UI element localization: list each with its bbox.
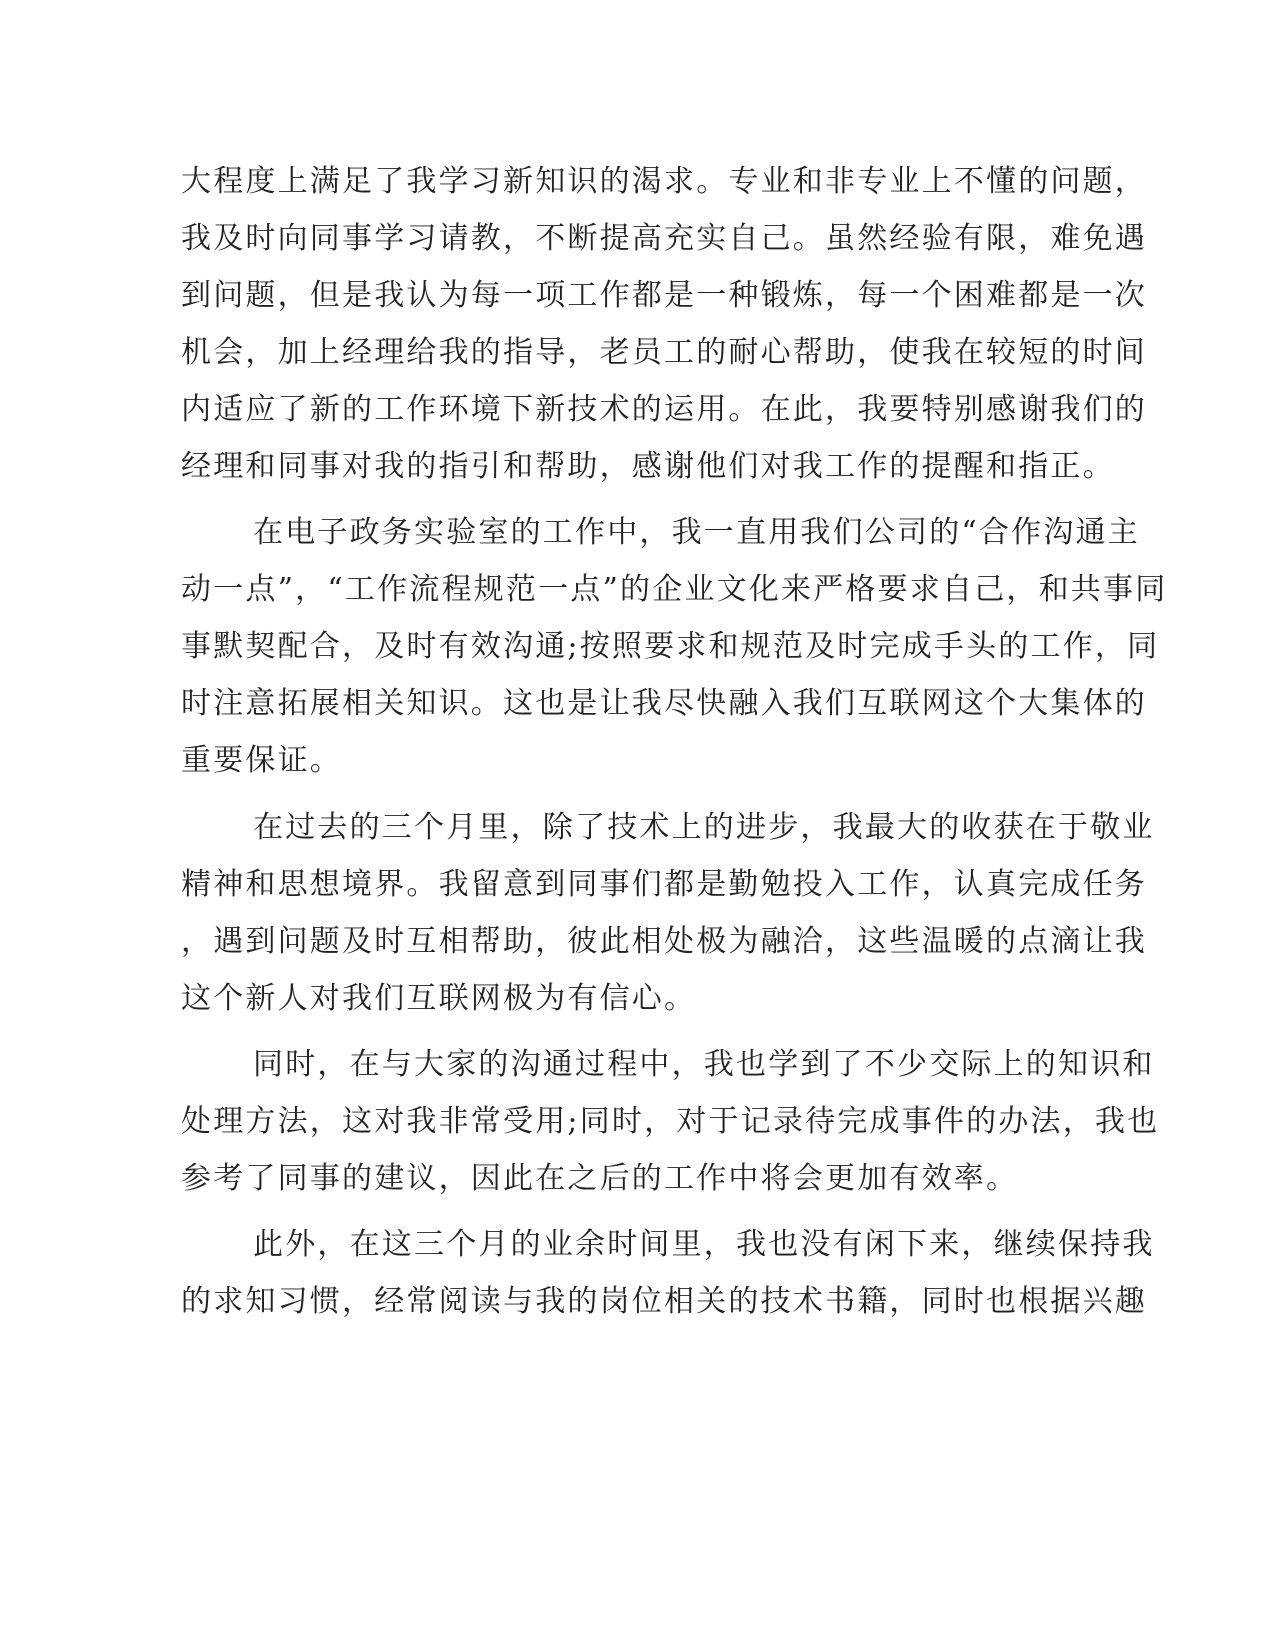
text-line: 的求知习惯，经常阅读与我的岗位相关的技术书籍，同时也根据兴趣 bbox=[181, 1284, 1147, 1319]
text-line: 内适应了新的工作环境下新技术的运用。在此，我要特别感谢我们的 bbox=[181, 392, 1147, 427]
text-line: 我及时向同事学习请教，不断提高充实自己。虽然经验有限，难免遇 bbox=[181, 221, 1147, 256]
text-line: 参考了同事的建议，因此在之后的工作中将会更加有效率。 bbox=[181, 1161, 1019, 1196]
text-line: 经理和同事对我的指引和帮助，感谢他们对我工作的提醒和指正。 bbox=[181, 449, 1115, 484]
paragraph-first-line: 此外，在这三个月的业余时间里，我也没有闲下来，继续保持我 bbox=[253, 1227, 1155, 1262]
text-line: ，遇到问题及时互相帮助，彼此相处极为融洽，这些温暖的点滴让我 bbox=[181, 924, 1147, 959]
text-line: 精神和思想境界。我留意到同事们都是勤勉投入工作，认真完成任务 bbox=[181, 867, 1147, 902]
text-line: 机会，加上经理给我的指导，老员工的耐心帮助，使我在较短的时间 bbox=[181, 335, 1147, 370]
text-line: 处理方法，这对我非常受用;同时，对于记录待完成事件的办法，我也 bbox=[181, 1104, 1160, 1139]
text-line: 到问题，但是我认为每一项工作都是一种锻炼，每一个困难都是一次 bbox=[181, 278, 1147, 313]
paragraph-first-line: 在电子政务实验室的工作中，我一直用我们公司的“合作沟通主 bbox=[253, 515, 1140, 550]
text-line: 这个新人对我们互联网极为有信心。 bbox=[181, 981, 697, 1016]
text-line: 动一点”，“工作流程规范一点”的企业文化来严格要求自己，和共事同 bbox=[181, 572, 1168, 607]
text-line: 事默契配合，及时有效沟通;按照要求和规范及时完成手头的工作，同 bbox=[181, 629, 1160, 664]
text-line: 重要保证。 bbox=[181, 743, 342, 778]
text-line: 时注意拓展相关知识。这也是让我尽快融入我们互联网这个大集体的 bbox=[181, 686, 1147, 721]
paragraph-first-line: 同时，在与大家的沟通过程中，我也学到了不少交际上的知识和 bbox=[253, 1047, 1155, 1082]
text-line: 大程度上满足了我学习新知识的渴求。专业和非专业上不懂的问题， bbox=[181, 164, 1147, 199]
paragraph-first-line: 在过去的三个月里，除了技术上的进步，我最大的收获在于敬业 bbox=[253, 810, 1155, 845]
